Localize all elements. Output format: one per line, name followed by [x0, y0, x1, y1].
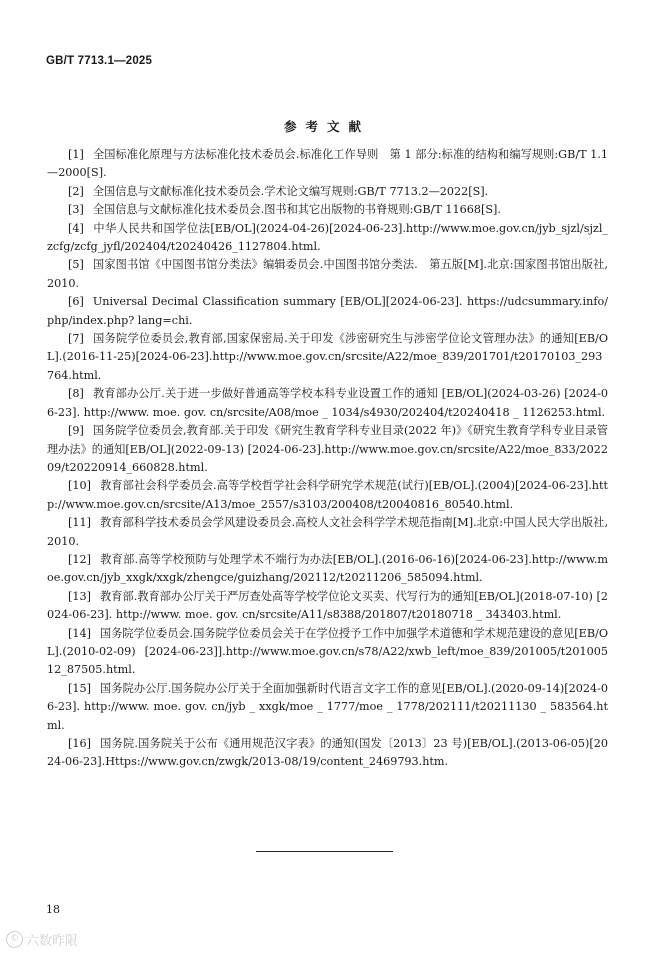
reference-text: 国家图书馆《中国图书馆分类法》编辑委员会.中国图书馆分类法. 第五版[M].北京:国家图书馆出版社,2010. — [47, 258, 608, 290]
reference-text: 全国信息与文献标准化技术委员会.图书和其它出版物的书脊规则:GB/T 11668[S]. — [92, 203, 501, 217]
reference-number: [15] — [68, 681, 91, 695]
reference-number: [13] — [68, 589, 91, 603]
reference-text: 全国信息与文献标准化技术委员会.学术论文编写规则:GB/T 7713.2—2022[S]. — [92, 184, 489, 198]
page-number: 18 — [46, 903, 60, 916]
reference-item — [47, 735, 608, 772]
reference-text: 国务院学位委员会,教育部.关于印发《研究生教育学科专业目录(2022 年)》《研究生教育学科专业目录管理办法》的通知[EB/OL](2022-09-13) [2024-06-23].http://www.moe.gov.cn/srcsite/A22/moe_833/202209/t20220914_660828.html. — [47, 424, 609, 474]
reference-list — [47, 146, 608, 772]
reference-number: [16] — [68, 737, 91, 750]
reference-number: [3] — [68, 203, 84, 217]
reference-text: 国务院.国务院关于公布《通用规范汉字表》的通知(国发〔2013〕23 号)[EB/OL].(2013-06-05)[2024-06-23].Https://www.gov.cn/zwgk/2013-08/19/content_2469793.htm. — [47, 737, 608, 769]
reference-item — [47, 201, 608, 219]
reference-text: 教育部.教育部办公厅关于严厉查处高等学校学位论文买卖、代写行为的通知[EB/OL](2018-07-10) [2024-06-23]. http://www. moe. gov. cn/srcsite/A11/s8388/201807/t20180718 _ 343403.html. — [47, 589, 608, 622]
reference-number: [1] — [68, 148, 84, 161]
reference-item — [47, 588, 608, 625]
reference-text: 教育部.高等学校预防与处理学术不端行为办法[EB/OL].(2016-06-16)[2024-06-23].http://www.moe.gov.cn/jyb_xxgk/xxgk/zhengce/guizhang/202112/t20211206_585094.html. — [47, 552, 608, 585]
reference-item — [47, 477, 608, 514]
reference-text: 教育部办公厅.关于进一步做好普通高等学校本科专业设置工作的通知 [EB/OL](2024-03-26) [2024-06-23]. http://www. moe. gov. cn/srcsite/A08/moe _ 1034/s4930/202404/t20240418 _ 1126253.html. — [47, 387, 608, 419]
reference-text: 全国标准化原理与方法标准化技术委员会.标准化工作导则 第 1 部分:标准的结构和编写规则:GB/T 1.1—2000[S]. — [47, 148, 608, 180]
reference-item — [47, 330, 608, 385]
standard-code: GB/T 7713.1—2025 — [46, 55, 153, 67]
reference-text: 教育部科学技术委员会学风建设委员会.高校人文社会科学学术规范指南[M].北京:中国人民大学出版社,2010. — [47, 516, 608, 548]
reference-text: 中华人民共和国学位法[EB/OL](2024-04-26)[2024-06-23].http://www.moe.gov.cn/jyb_sjzl/sjzl_zcfg/zcfg_jyfl/202404/t20240426_1127804.html. — [47, 221, 608, 254]
reference-item — [47, 256, 608, 293]
reference-number: [7] — [68, 332, 84, 346]
reference-item — [47, 183, 608, 201]
reference-number: [9] — [68, 424, 84, 438]
reference-text: 教育部社会科学委员会.高等学校哲学社会科学研究学术规范(试行)[EB/OL].(2004)[2024-06-23].http://www.moe.gov.cn/srcsite/A13/moe_2557/s3103/200408/t20040816_80540.html. — [47, 479, 608, 511]
reference-item — [47, 625, 608, 680]
watermark-text: 六数昨限 — [26, 934, 79, 949]
reference-number: [6] — [68, 295, 84, 309]
reference-text: Universal Decimal Classification summary [EB/OL][2024-06-23]. https://udcsummary.info/php/index.php? lang=chi. — [47, 295, 608, 327]
reference-item — [47, 514, 608, 551]
reference-number: [5] — [68, 258, 84, 272]
reference-item — [47, 385, 608, 422]
reference-number: [10] — [68, 479, 91, 493]
section-title: 参考文献 — [283, 119, 370, 134]
reference-item — [47, 220, 608, 257]
reference-item — [47, 680, 608, 735]
reference-number: [14] — [68, 626, 91, 640]
reference-text: 国务院学位委员会.国务院学位委员会关于在学位授予工作中加强学术道德和学术规范建设的意见[EB/OL].(2010-02-09) [2024-06-23]].http://www.moe.gov.cn/s78/A22/xwb_left/moe_839/201005/t20100512_87505.html. — [47, 626, 608, 677]
reference-text: 国务院办公厅.国务院办公厅关于全面加强新时代语言文字工作的意见[EB/OL].(2020-09-14)[2024-06-23]. http://www. moe. gov. cn/jyb _ xxgk/moe _ 1777/moe _ 1778/202111/t20211130 _ 583564.html. — [47, 681, 608, 732]
reference-number: [8] — [68, 387, 84, 401]
reference-number: [11] — [68, 516, 91, 530]
watermark — [6, 930, 78, 949]
copyright-icon: © — [6, 931, 23, 948]
reference-number: [4] — [68, 221, 84, 235]
reference-number: [2] — [68, 184, 84, 198]
reference-item — [47, 146, 608, 183]
reference-item — [47, 293, 608, 330]
reference-text: 国务院学位委员会,教育部,国家保密局.关于印发《涉密研究生与涉密学位论文管理办法》的通知[EB/OL].(2016-11-25)[2024-06-23].http://www.moe.gov.cn/srcsite/A22/moe_839/201701/t20170103_293764.html. — [47, 332, 608, 382]
reference-number: [12] — [68, 552, 91, 566]
reference-item — [47, 422, 608, 477]
footnote-divider — [256, 851, 393, 852]
reference-item — [47, 551, 608, 588]
